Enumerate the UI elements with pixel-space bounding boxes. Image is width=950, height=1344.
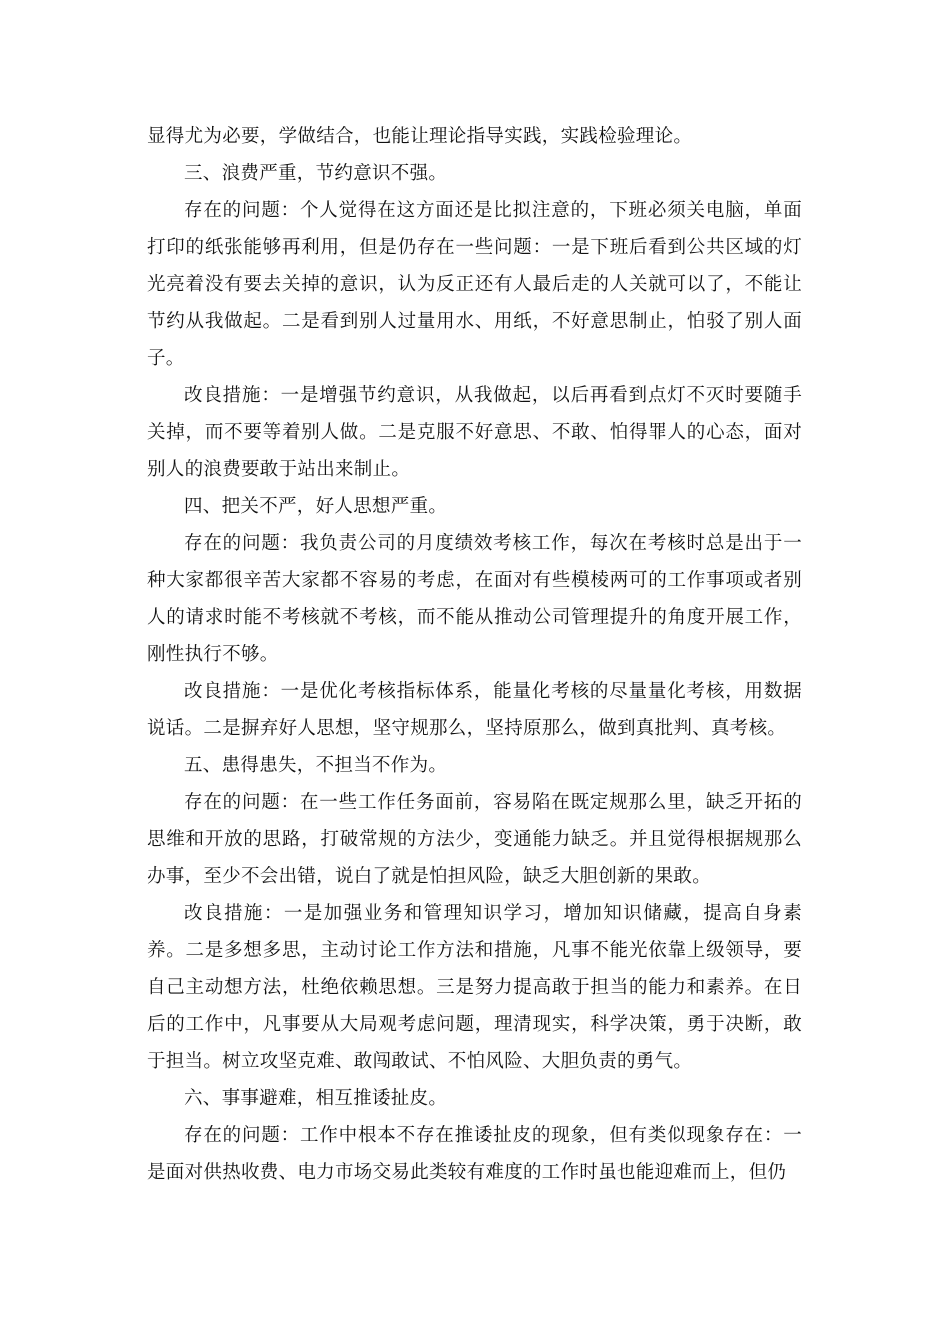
- section-heading-5: 五、患得患失，不担当不作为。: [184, 755, 448, 776]
- section-heading-4: 四、把关不严，好人思想严重。: [184, 496, 448, 517]
- paragraph-measures-3: 改良措施：一是增强节约意识，从我做起，以后再看到点灯不灭时要随手关掉，而不要等着别人做。二是克服不好意思、不敢、怕得罪人的心态，面对别人的浪费要敢于站出来制止。: [147, 385, 802, 480]
- paragraph-problem-6: 存在的问题：工作中根本不存在推诿扯皮的现象，但有类似现象存在：一是面对供热收费、电力市场交易此类较有难度的工作时虽也能迎难而上，但仍: [147, 1125, 802, 1183]
- document-body: [147, 118, 802, 1191]
- section-heading-6: 六、事事避难，相互推诿扯皮。: [184, 1088, 448, 1109]
- paragraph-problem-5: 存在的问题：在一些工作任务面前，容易陷在既定规那么里，缺乏开拓的思维和开放的思路，打破常规的方法少，变通能力缺乏。并且觉得根据规那么办事，至少不会出错，说白了就是怕担风险，缺乏大胆创新的果敢。: [147, 792, 802, 887]
- paragraph-problem-3: 存在的问题：个人觉得在这方面还是比拟注意的，下班必须关电脑，单面打印的纸张能够再利用，但是仍存在一些问题：一是下班后看到公共区域的灯光亮着没有要去关掉的意识，认为反正还有人最后走的人关就可以了，不能让节约从我做起。二是看到别人过量用水、用纸，不好意思制止，怕驳了别人面子。: [147, 200, 802, 369]
- paragraph-measures-5: 改良措施：一是加强业务和管理知识学习，增加知识储藏，提高自身素养。二是多想多思，主动讨论工作方法和措施，凡事不能光依靠上级领导，要自己主动想方法，杜绝依赖思想。三是努力提高敢于担当的能力和素养。在日后的工作中，凡事要从大局观考虑问题，理清现实，科学决策，勇于决断，敢于担当。树立攻坚克难、敢闯敢试、不怕风险、大胆负责的勇气。: [147, 903, 802, 1072]
- paragraph-problem-4: 存在的问题：我负责公司的月度绩效考核工作，每次在考核时总是出于一种大家都很辛苦大家都不容易的考虑，在面对有些模棱两可的工作事项或者别人的请求时能不考核就不考核，而不能从推动公司管理提升的角度开展工作，刚性执行不够。: [147, 533, 802, 665]
- paragraph-continuation: 显得尤为必要，学做结合，也能让理论指导实践，实践检验理论。: [147, 126, 693, 147]
- section-heading-3: 三、浪费严重，节约意识不强。: [184, 163, 448, 184]
- paragraph-measures-4: 改良措施：一是优化考核指标体系，能量化考核的尽量量化考核，用数据说话。二是摒弃好人思想，坚守规那么，坚持原那么，做到真批判、真考核。: [147, 681, 802, 739]
